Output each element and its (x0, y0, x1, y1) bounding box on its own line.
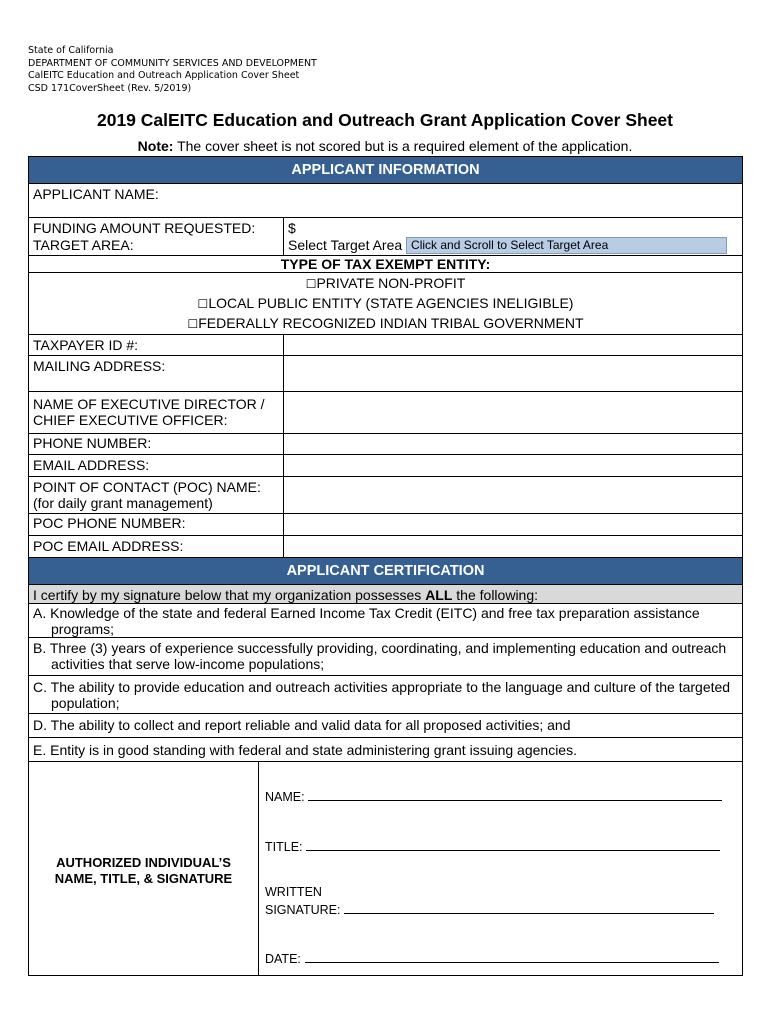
poc-name-line2: (for daily grant management) (33, 495, 213, 511)
name-row (265, 788, 731, 805)
phone-input[interactable] (284, 434, 743, 455)
exec-director-label (29, 392, 284, 434)
authorized-line2: NAME, TITLE, & SIGNATURE (54, 871, 233, 886)
title-row (265, 838, 731, 855)
target-area-label: TARGET AREA: (29, 237, 284, 256)
certification-item-a: A. Knowledge of the state and federal Earned Income Tax Credit (EITC) and free tax preparation assistance programs; (29, 604, 743, 638)
name-label: NAME: (265, 790, 305, 804)
header-department: DEPARTMENT OF COMMUNITY SERVICES AND DEVELOPMENT (28, 57, 317, 69)
poc-name-label (29, 477, 284, 514)
funding-amount-input[interactable]: $ (284, 218, 743, 237)
header-state: State of California (28, 45, 114, 56)
entity-type-options (29, 273, 743, 335)
note-line (0, 138, 770, 154)
header-form-number: CSD 171CoverSheet (Rev. 5/2019) (28, 82, 192, 94)
note-text: The cover sheet is not scored but is a required element of the application. (173, 138, 633, 154)
date-label: DATE: (265, 952, 301, 966)
applicant-name-field[interactable] (29, 184, 743, 218)
target-area-select-label: Select Target Area (288, 236, 403, 253)
applicant-info-heading: APPLICANT INFORMATION (29, 157, 743, 184)
email-input[interactable] (284, 455, 743, 477)
poc-phone-label: POC PHONE NUMBER: (29, 514, 284, 536)
poc-phone-input[interactable] (284, 514, 743, 536)
poc-name-line1: POINT OF CONTACT (POC) NAME: (33, 479, 261, 495)
date-line[interactable] (305, 950, 719, 963)
intro-text-a: I certify by my signature below that my organization possesses (33, 587, 426, 603)
signature-block (259, 762, 743, 976)
phone-label: PHONE NUMBER: (29, 434, 284, 455)
taxpayer-id-input[interactable] (284, 335, 743, 356)
entity-option-label: LOCAL PUBLIC ENTITY (STATE AGENCIES INELIGIBLE) (208, 295, 574, 311)
signature-line[interactable] (344, 901, 714, 914)
certification-item-b: B. Three (3) years of experience successfully providing, coordinating, and implementing education and outreach activities that serve low-income populations; (29, 638, 743, 676)
certification-item-d: D. The ability to collect and report reliable and valid data for all proposed activities; and (29, 714, 743, 738)
mailing-address-input[interactable] (284, 356, 743, 392)
entity-option-label: PRIVATE NON-PROFIT (316, 275, 466, 291)
certification-intro (29, 585, 743, 604)
poc-email-input[interactable] (284, 536, 743, 558)
date-row (265, 950, 731, 967)
signature-row (265, 884, 731, 919)
certification-item-c: C. The ability to provide education and outreach activities appropriate to the language and culture of the targeted population; (29, 676, 743, 714)
exec-director-input[interactable] (284, 392, 743, 434)
applicant-name-label: APPLICANT NAME: (33, 186, 159, 202)
intro-text-b: the following: (452, 587, 539, 603)
cover-sheet-form (28, 156, 742, 976)
poc-name-input[interactable] (284, 477, 743, 514)
name-line[interactable] (308, 788, 722, 801)
mailing-address-label: MAILING ADDRESS: (29, 356, 284, 392)
entity-type-heading: TYPE OF TAX EXEMPT ENTITY: (29, 256, 743, 273)
certification-heading: APPLICANT CERTIFICATION (29, 558, 743, 585)
funding-amount-label: FUNDING AMOUNT REQUESTED: (29, 218, 284, 237)
entity-option-tribal[interactable] (33, 314, 738, 334)
entity-option-label: FEDERALLY RECOGNIZED INDIAN TRIBAL GOVERNMENT (198, 315, 584, 331)
checkbox-icon[interactable]: ☐ (305, 277, 317, 291)
email-label: EMAIL ADDRESS: (29, 455, 284, 477)
taxpayer-id-label: TAXPAYER ID #: (29, 335, 284, 356)
entity-option-local-public[interactable] (33, 294, 738, 314)
note-label: Note: (137, 138, 174, 154)
title-line[interactable] (306, 838, 720, 851)
certification-item-e: E. Entity is in good standing with federal and state administering grant issuing agencies. (29, 738, 743, 762)
exec-director-line2: CHIEF EXECUTIVE OFFICER: (33, 412, 228, 428)
title-label: TITLE: (265, 840, 303, 854)
intro-text-bold: ALL (425, 587, 453, 603)
authorized-individual-label (29, 762, 259, 976)
target-area-row (284, 237, 743, 256)
document-header (28, 45, 317, 95)
exec-director-line1: NAME OF EXECUTIVE DIRECTOR / (33, 396, 265, 412)
entity-option-private[interactable] (33, 274, 738, 294)
page-title: 2019 CalEITC Education and Outreach Grant Application Cover Sheet (96, 110, 673, 130)
target-area-dropdown[interactable]: Click and Scroll to Select Target Area (406, 237, 727, 254)
authorized-line1: AUTHORIZED INDIVIDUAL’S (56, 855, 231, 870)
checkbox-icon[interactable]: ☐ (197, 297, 209, 311)
signature-label: SIGNATURE: (265, 903, 341, 917)
checkbox-icon[interactable]: ☐ (187, 317, 199, 331)
header-form-name: CalEITC Education and Outreach Application Cover Sheet (28, 70, 300, 81)
written-label: WRITTEN (265, 885, 322, 899)
poc-email-label: POC EMAIL ADDRESS: (29, 536, 284, 558)
